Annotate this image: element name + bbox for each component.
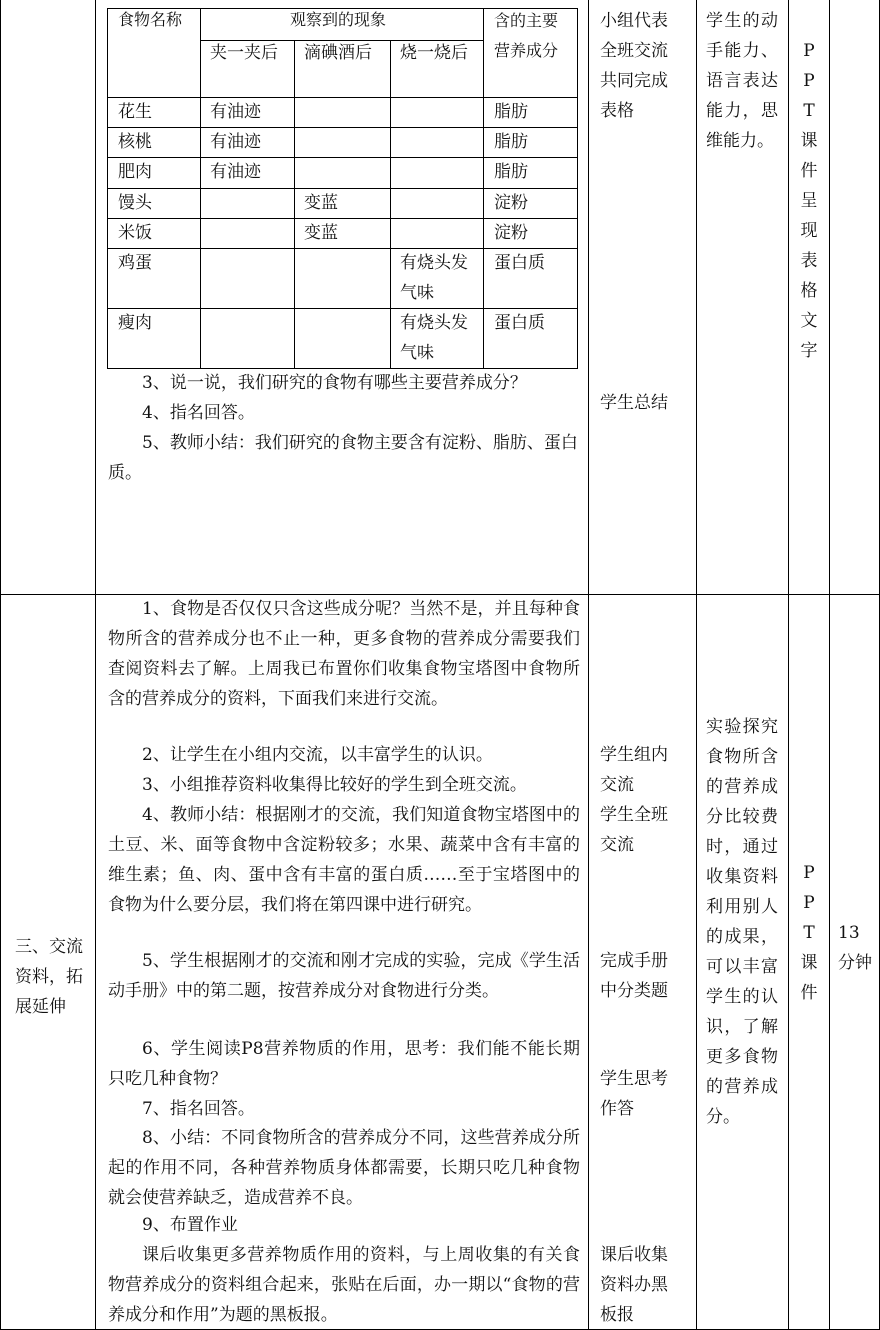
nutrient-cell: 淀粉: [494, 223, 528, 243]
time-label: 13分钟: [838, 923, 872, 973]
media-text: [797, 36, 821, 366]
stage-label: 三、交流资料，拓展延伸: [15, 937, 83, 1017]
observed-header: 观察到的现象: [290, 10, 387, 29]
media-char: P: [803, 41, 815, 61]
media-char: 格: [800, 281, 818, 301]
food-name-header: 食物名称: [118, 10, 183, 29]
student-activity: 学生全班交流: [600, 805, 668, 855]
media-text: [797, 858, 821, 1008]
process-step: 2、让学生在小组内交流，以丰富学生的认识。: [142, 745, 493, 765]
process-step: 3、小组推荐资料收集得比较好的学生到全班交流。: [142, 775, 527, 795]
nutrient-cell: 淀粉: [494, 193, 528, 213]
process-step: 5、学生根据刚才的交流和刚才完成的实验，完成《学生活动手册》中的第二题，按营养成分对食物进行分类。: [108, 951, 580, 1001]
food-cell: 核桃: [118, 132, 152, 152]
burn-header: 烧一烧后: [400, 43, 468, 63]
process-step: 4、指名回答。: [142, 403, 255, 423]
nutrient-header: 含的主要营养成分: [494, 11, 559, 60]
media-char: 件: [800, 161, 818, 181]
media-char: T: [803, 923, 815, 943]
process-step: 7、指名回答。: [142, 1099, 255, 1119]
food-cell: 花生: [118, 102, 152, 122]
student-activity: 学生思考作答: [600, 1069, 668, 1119]
iodine-cell: 变蓝: [304, 193, 338, 213]
food-table-line: [390, 40, 391, 368]
burn-cell: 有烧头发气味: [400, 313, 468, 363]
student-activity: 学生总结: [600, 393, 668, 413]
process-step: 3、说一说，我们研究的食物有哪些主要营养成分？: [142, 373, 527, 393]
student-activity: 学生组内交流: [600, 745, 668, 795]
stage-column-divider: [95, 0, 96, 1330]
student-activity: 课后收集资料办黑板报: [600, 1245, 668, 1325]
food-table-line: [294, 40, 295, 368]
iodine-header: 滴碘酒后: [304, 43, 372, 63]
process-step: 1、食物是否仅仅只含这些成分呢？当然不是，并且每种食物所含的营养成分也不止一种，更多食物的营养成分需要我们查阅资料去了解。上周我已布置你们收集食物宝塔图中食物所含的营养成分的资料，下面我们来进行交流。: [108, 599, 580, 709]
media-char: 文: [800, 311, 818, 331]
nutrient-cell: 脂肪: [494, 102, 528, 122]
process-step: 5、教师小结：我们研究的食物主要含有淀粉、脂肪、蛋白质。: [108, 433, 578, 483]
media-vertical: [797, 858, 821, 1008]
pinch-cell: 有油迹: [210, 102, 261, 122]
process-step: 4、教师小结：根据刚才的交流，我们知道食物宝塔图中的土豆、米、面等食物中含淀粉较多；水果、蔬菜中含有丰富的维生素；鱼、肉、蛋中含有丰富的蛋白质……至于宝塔图中的食物为什么要分层，我们将在第四课中进行研究。: [108, 805, 580, 915]
media-char: T: [803, 101, 815, 121]
nutrient-cell: 脂肪: [494, 162, 528, 182]
pinch-header: 夹一夹后: [210, 43, 278, 63]
food-cell: 肥肉: [118, 162, 152, 182]
food-cell: 鸡蛋: [118, 253, 152, 273]
media-char: P: [803, 71, 815, 91]
media-char: 表: [800, 251, 818, 271]
process-step: 8、小结：不同食物所含的营养成分不同，这些营养成分所起的作用不同，各种营养物质身体都需要，长期只吃几种食物就会使营养缺乏，造成营养不良。: [108, 1128, 580, 1208]
student-activity: 完成手册中分类题: [600, 951, 668, 1001]
media-column-divider: [829, 0, 830, 1330]
media-char: P: [803, 863, 815, 883]
media-char: 件: [800, 983, 818, 1003]
nutrient-cell: 脂肪: [494, 132, 528, 152]
nutrient-cell: 蛋白质: [494, 313, 545, 333]
intent-column-divider: [788, 0, 789, 1330]
outer-border-left: [0, 0, 1, 1330]
food-cell: 米饭: [118, 223, 152, 243]
design-intent: 学生的动手能力、语言表达能力，思维能力。: [706, 11, 778, 151]
student-activity: 小组代表全班交流共同完成表格: [600, 11, 668, 121]
burn-cell: 有烧头发气味: [400, 253, 468, 303]
media-char: 呈: [800, 191, 818, 211]
food-cell: 瘦肉: [118, 313, 152, 333]
activity-column-divider: [696, 0, 697, 1330]
nutrient-cell: 蛋白质: [494, 253, 545, 273]
food-cell: 馒头: [118, 193, 152, 213]
design-intent: 实验探究食物所含的营养成分比较费时，通过收集资料利用别人的成果，可以丰富学生的认识，了解更多食物的营养成分。: [706, 717, 778, 1127]
media-char: 字: [800, 341, 818, 361]
media-vertical: [797, 36, 821, 366]
process-step: 9、布置作业: [142, 1215, 238, 1235]
process-column-divider: [588, 0, 589, 1330]
media-char: 现: [800, 221, 818, 241]
pinch-cell: 有油迹: [210, 162, 261, 182]
media-char: P: [803, 893, 815, 913]
iodine-cell: 变蓝: [304, 223, 338, 243]
process-step: 6、学生阅读P8营养物质的作用，思考：我们能不能长期只吃几种食物？: [108, 1039, 580, 1089]
process-step: 课后收集更多营养物质作用的资料，与上周收集的有关食物营养成分的资料组合起来，张贴在后面，办一期以“食物的营养成分和作用”为题的黑板报。: [108, 1245, 580, 1325]
pinch-cell: 有油迹: [210, 132, 261, 152]
media-char: 课: [800, 953, 818, 973]
media-char: 课: [800, 131, 818, 151]
